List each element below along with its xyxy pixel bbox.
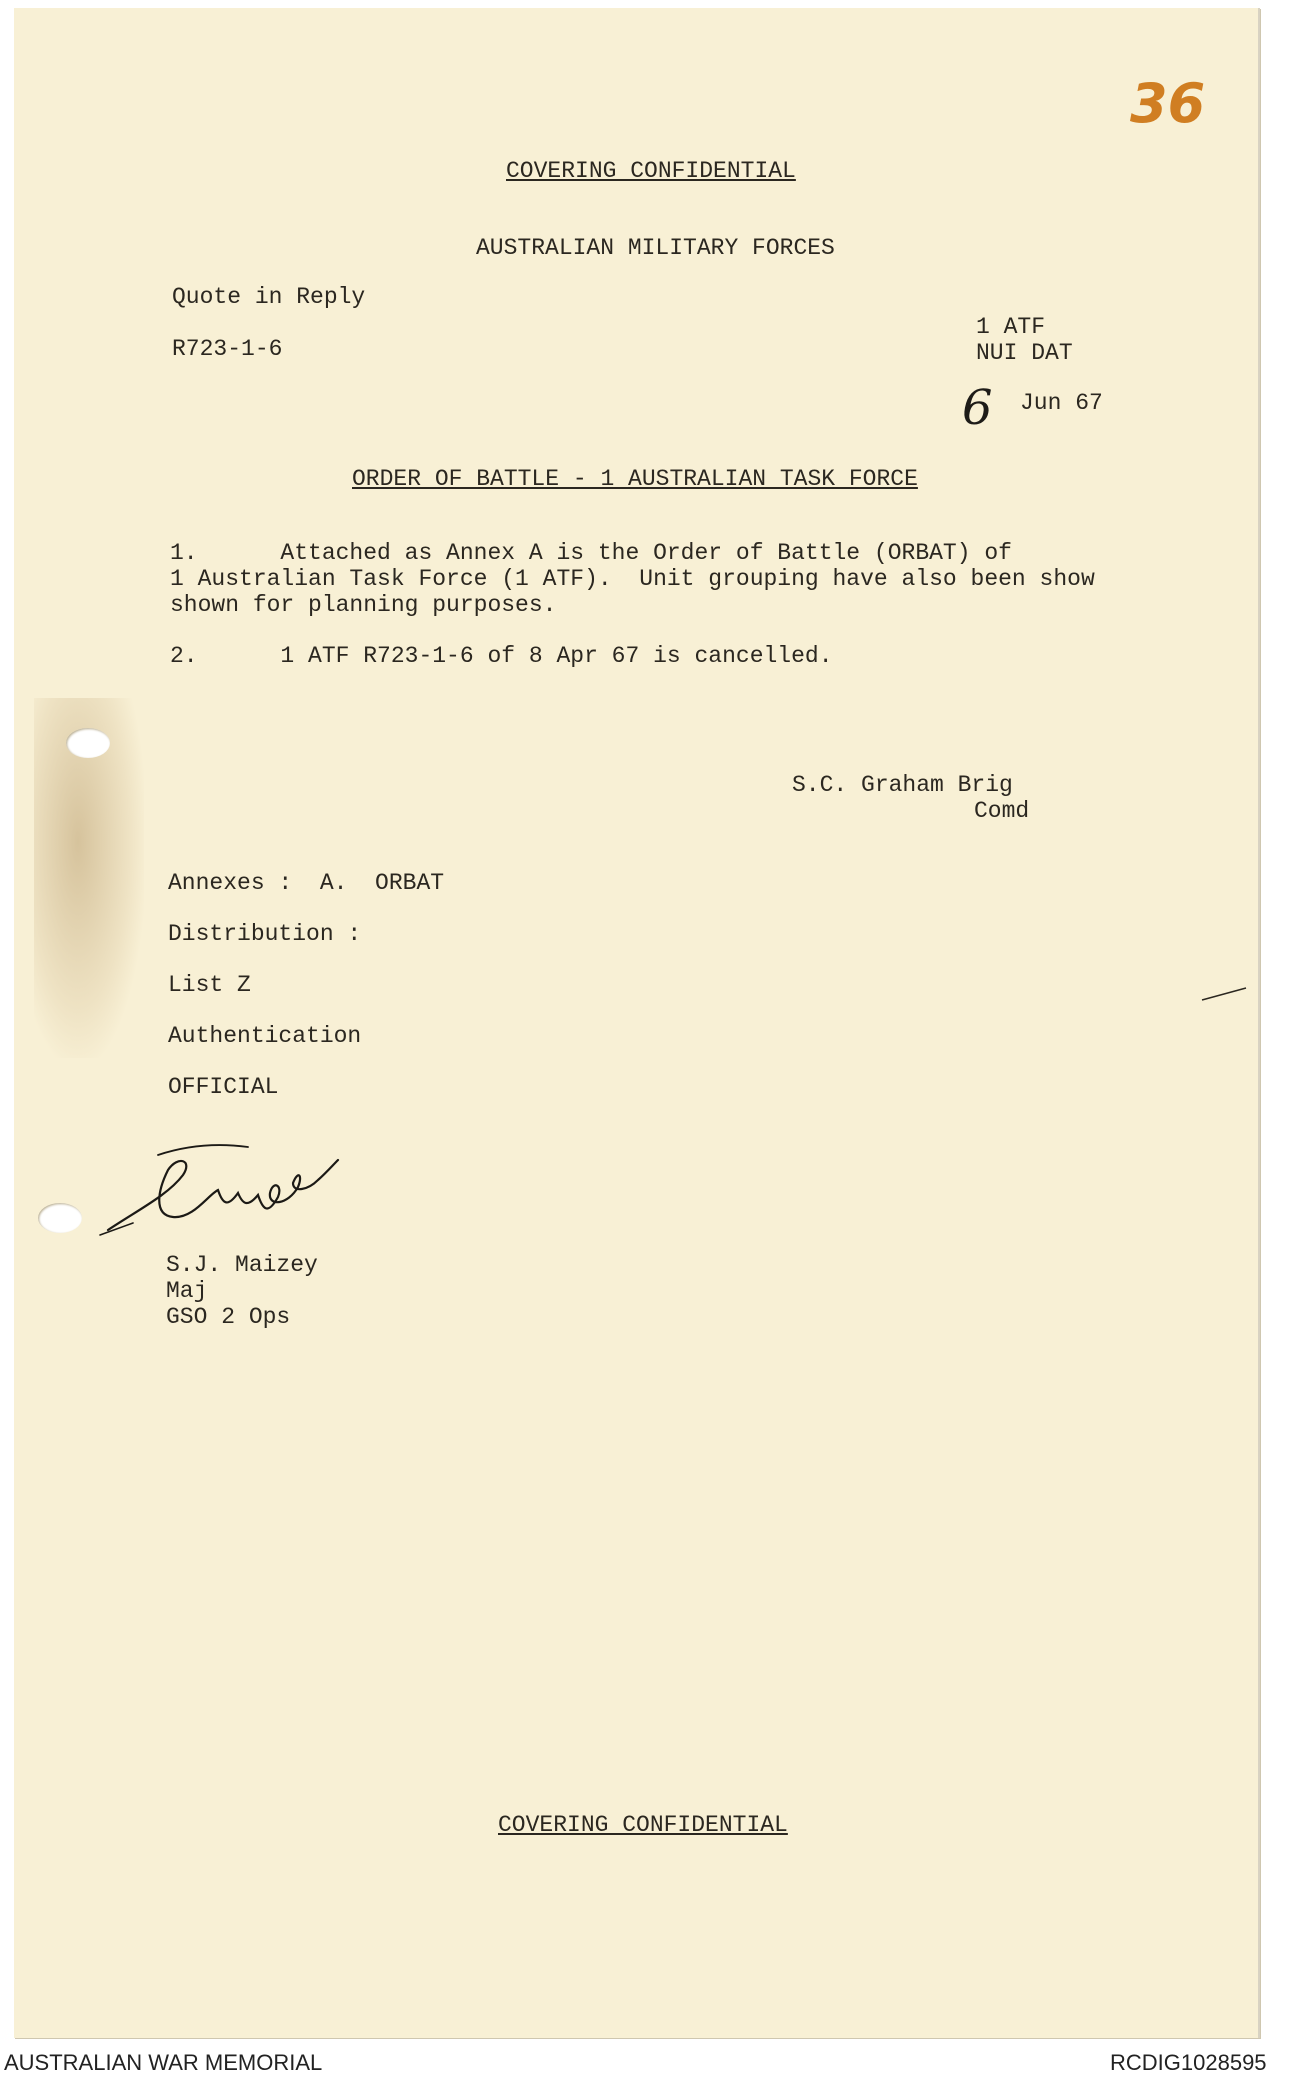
archive-caption-left: AUSTRALIAN WAR MEMORIAL: [4, 2050, 323, 2075]
classification-bottom: COVERING CONFIDENTIAL: [498, 1812, 788, 1838]
file-reference: R723-1-6: [172, 336, 283, 362]
date-month-year: Jun 67: [1020, 390, 1103, 416]
authentication-label: Authentication: [168, 1023, 362, 1049]
archive-caption-right: RCDIG1028595: [1110, 2050, 1267, 2075]
authenticator-name: S.J. Maizey: [166, 1252, 318, 1278]
distribution-line: Distribution :: [168, 921, 362, 947]
punch-hole-lower: [38, 1203, 82, 1233]
unit-name: 1 ATF: [976, 314, 1046, 340]
paragraph-2: 2. 1 ATF R723-1-6 of 8 Apr 67 is cancelled.: [170, 643, 833, 669]
folio-number: 36: [1130, 72, 1206, 135]
unit-location: NUI DAT: [976, 340, 1073, 366]
signatory-name: S.C. Graham Brig: [792, 772, 1013, 798]
paragraph-1-line-1: 1. Attached as Annex A is the Order of Battle (ORBAT) of: [170, 540, 1012, 566]
date-day-handwritten: 6: [962, 380, 993, 436]
quote-in-reply-label: Quote in Reply: [172, 284, 366, 310]
organisation-heading: AUSTRALIAN MILITARY FORCES: [476, 235, 835, 261]
authenticator-rank: Maj: [166, 1278, 208, 1304]
distribution-list: List Z: [168, 972, 251, 998]
punch-hole-upper: [66, 728, 110, 758]
signatory-appointment: Comd: [974, 798, 1030, 824]
annexes-line: Annexes : A. ORBAT: [168, 870, 445, 896]
paragraph-1-line-2: 1 Australian Task Force (1 ATF). Unit grouping have also been show: [170, 566, 1095, 592]
pencil-tick-mark: [1200, 984, 1250, 1004]
authenticator-appointment: GSO 2 Ops: [166, 1304, 291, 1330]
paragraph-1-line-3: shown for planning purposes.: [170, 592, 557, 618]
handwritten-signature: [98, 1135, 368, 1245]
official-marking: OFFICIAL: [168, 1074, 279, 1100]
subject-heading: ORDER OF BATTLE - 1 AUSTRALIAN TASK FORCE: [352, 466, 918, 492]
classification-top: COVERING CONFIDENTIAL: [506, 158, 796, 184]
